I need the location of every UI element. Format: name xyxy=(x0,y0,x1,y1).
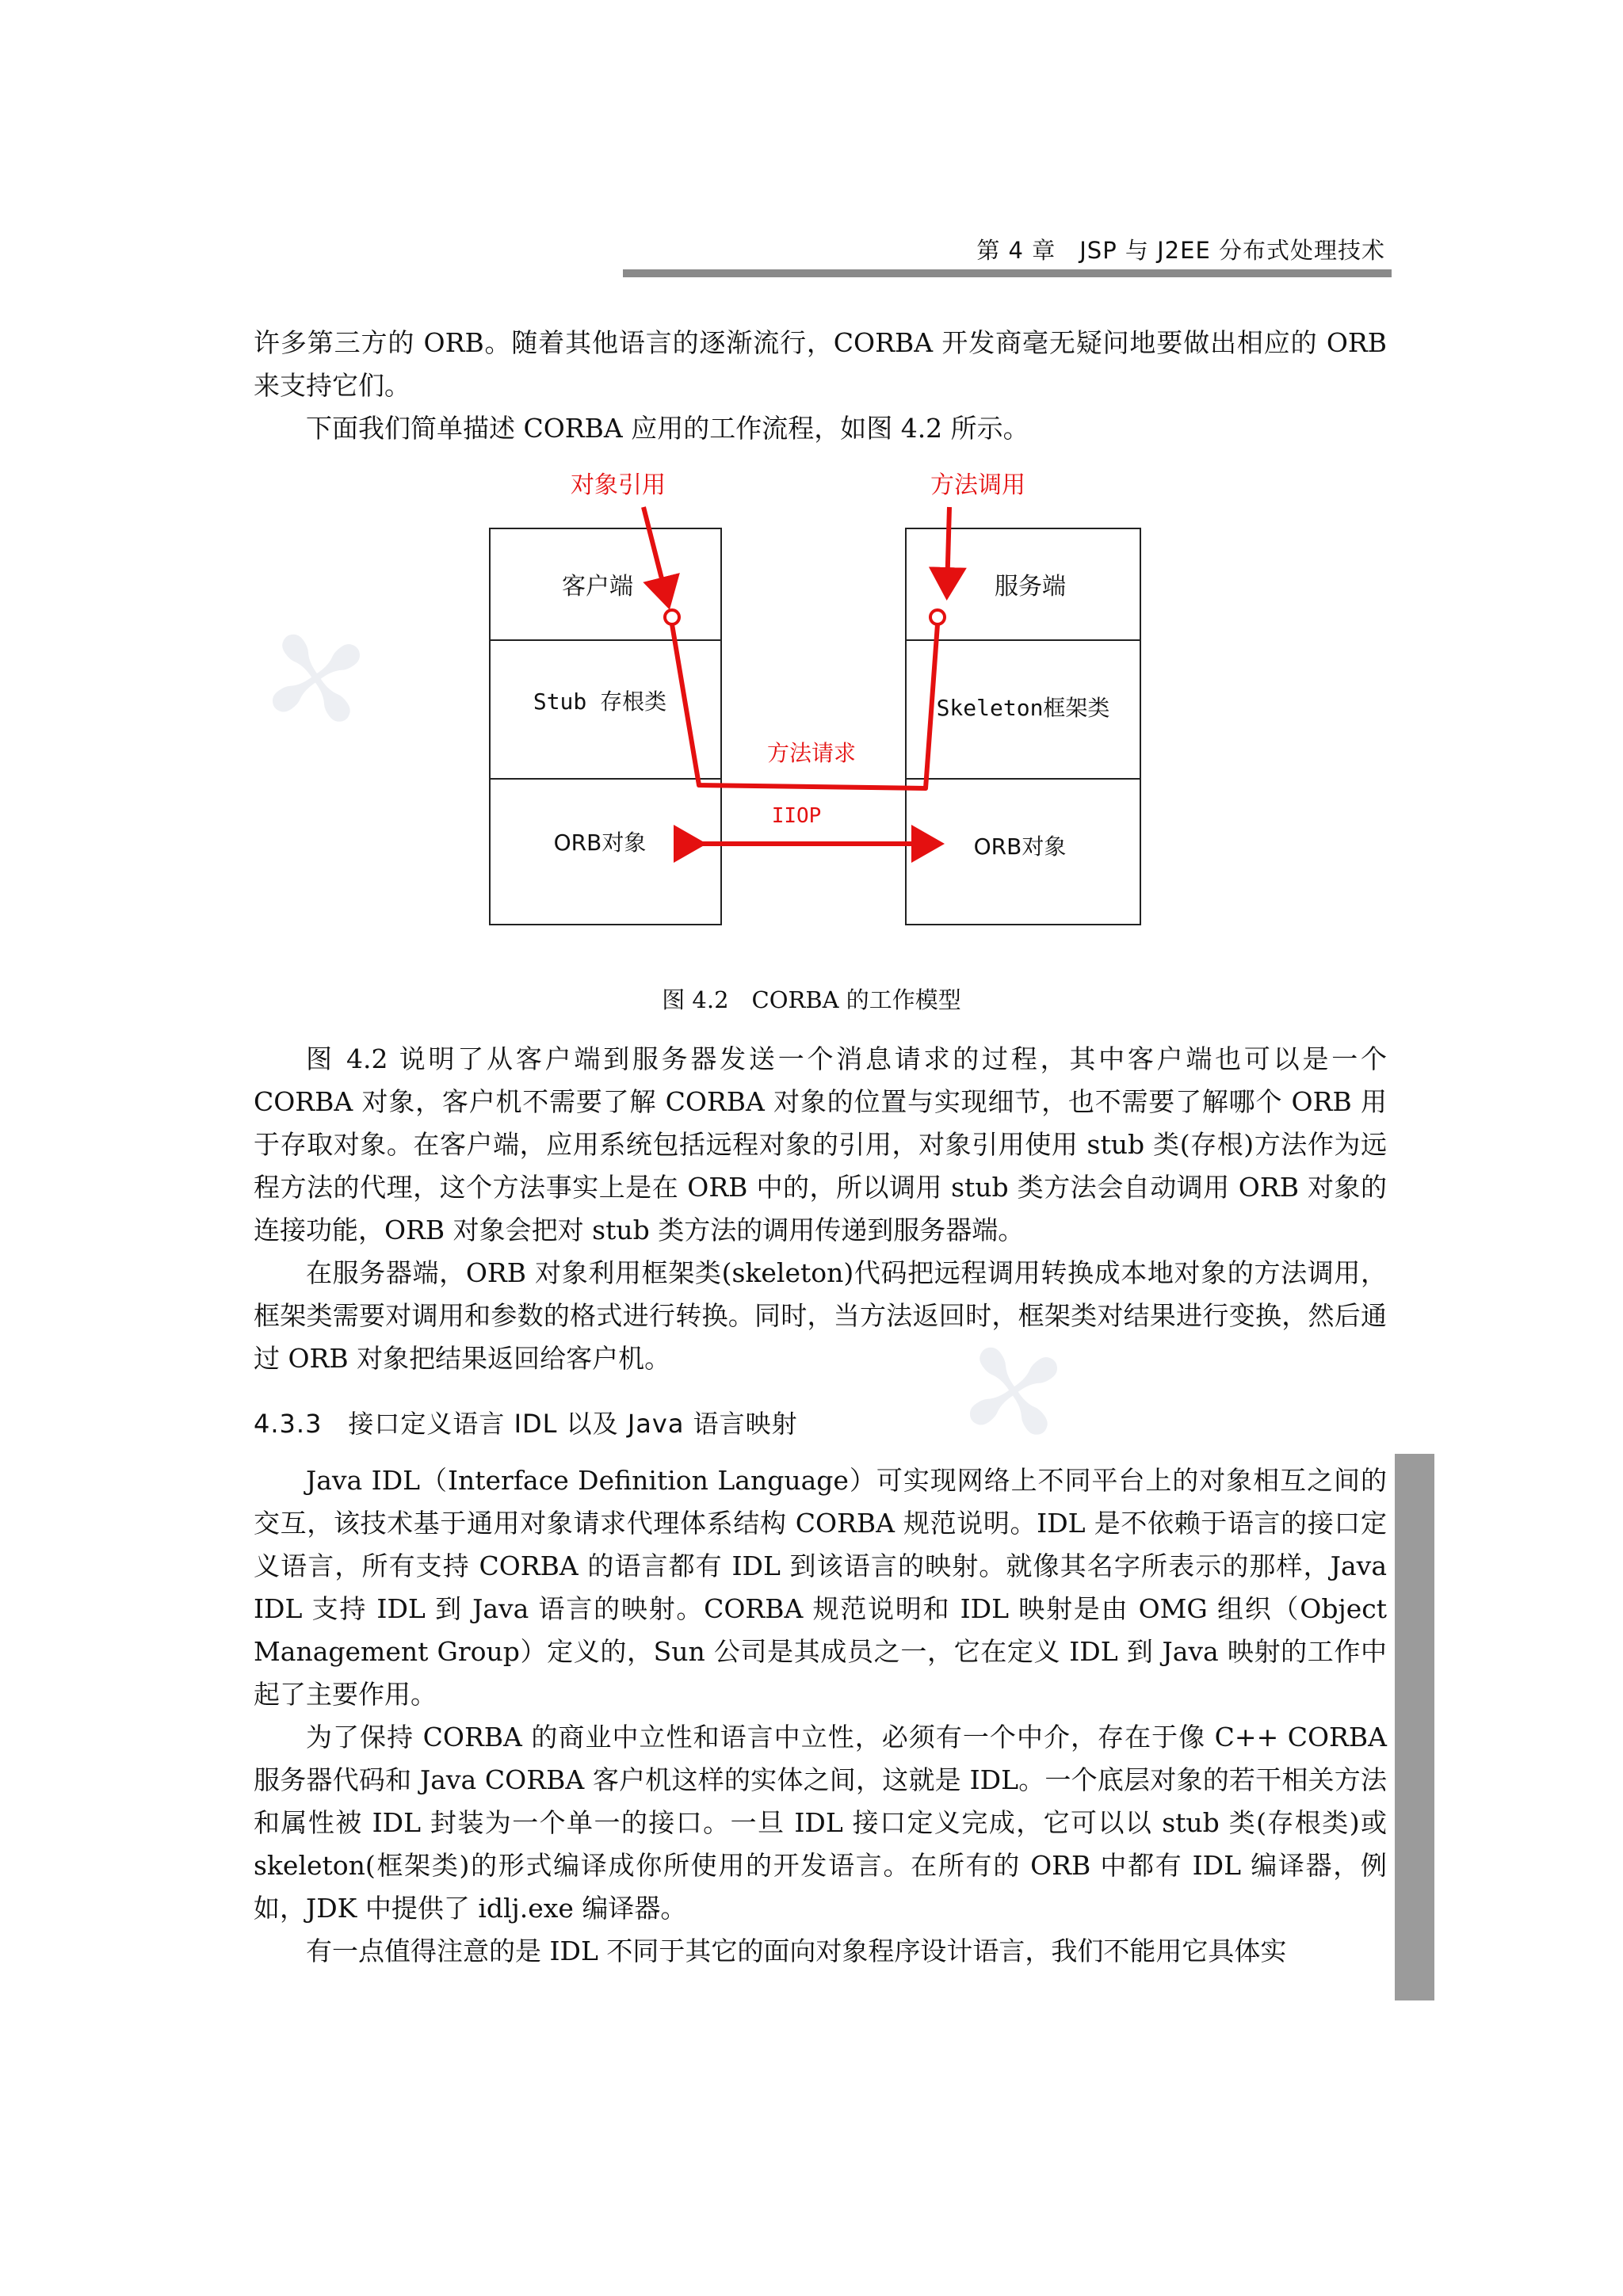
stub-label: Stub 存根类 xyxy=(533,688,667,715)
server-label: 服务端 xyxy=(995,573,1066,601)
orb-left-label: ORB对象 xyxy=(553,830,647,856)
method-request-label: 方法请求 xyxy=(766,740,857,766)
running-header: 第 4 章 JSP 与 J2EE 分布式处理技术 xyxy=(976,237,1385,264)
watermark-glyph-2: ✢ xyxy=(924,1297,1107,1490)
orb-right-label: ORB对象 xyxy=(973,833,1067,860)
client-ref-circle xyxy=(665,610,679,624)
object-reference-arrow xyxy=(643,507,667,601)
explanation-block xyxy=(254,1038,1387,1380)
section-body-block xyxy=(254,1459,1387,1973)
chapter-side-tab xyxy=(1395,1454,1434,2000)
figure-caption: 图 4.2 CORBA 的工作模型 xyxy=(662,986,961,1013)
iiop-label: IIOP xyxy=(771,804,822,828)
object-reference-label: 对象引用 xyxy=(571,471,666,499)
section-heading: 4.3.3 接口定义语言 IDL 以及 Java 语言映射 xyxy=(254,1409,798,1439)
section-paragraph-2: 为了保持 CORBA 的商业中立性和语言中立性，必须有一个中介，存在于像 C++ CORBA 服务器代码和 Java CORBA 客户机这样的实体之间，这就是 IDL。一个底层对象的若干相关方法和属性被 IDL 封装为一个单一的接口。一旦 IDL 接口定义完成，它可以以 stub 类(存根类)或 skeleton(框架类)的形式编译成你所使用的开发语言。在所有的 ORB 中都有 IDL 编译器，例如，JDK 中提供了 idlj.exe 编译器。 xyxy=(254,1722,1387,1924)
section-paragraph-1: Java IDL（Interface Definition Language）可实现网络上不同平台上的对象相互之间的交互，该技术基于通用对象请求代理体系结构 CORBA 规范说明。IDL 是不依赖于语言的接口定义语言，所有支持 CORBA 的语言都有 IDL 到该语言的映射。就像其名字所表示的那样，Java IDL 支持 IDL 到 Java 语言的映射。CORBA 规范说明和 IDL 映射是由 OMG 组织（Object Management Group）定义的，Sun 公司是其成员之一，它在定义 IDL 到 Java 映射的工作中起了主要作用。 xyxy=(254,1465,1387,1710)
intro-paragraph-2: 下面我们简单描述 CORBA 应用的工作流程，如图 4.2 所示。 xyxy=(306,413,1029,444)
body-paragraph-1: 图 4.2 说明了从客户端到服务器发送一个消息请求的过程，其中客户端也可以是一个 CORBA 对象，客户机不需要了解 CORBA 对象的位置与实现细节，也不需要了解哪个 ORB 用于存取对象。在客户端，应用系统包括远程对象的引用，对象引用使用 stub 类(存根)方法作为远程方法的代理，这个方法事实上是在 ORB 中的，所以调用 stub 类方法会自动调用 ORB 对象的连接功能，ORB 对象会把对 stub 类方法的调用传递到服务器端。 xyxy=(254,1043,1387,1245)
intro-paragraph-1: 许多第三方的 ORB。随着其他语言的逐渐流行，CORBA 开发商毫无疑问地要做出相应的 ORB 来支持它们。 xyxy=(254,327,1387,401)
section-paragraph-3: 有一点值得注意的是 IDL 不同于其它的面向对象程序设计语言，我们不能用它具体实 xyxy=(306,1936,1287,1966)
server-ref-circle xyxy=(930,610,945,624)
corba-work-model-diagram xyxy=(0,0,1623,982)
watermark-glyph-1: ✢ xyxy=(227,584,410,777)
body-paragraph-2: 在服务器端，ORB 对象利用框架类(skeleton)代码把远程调用转换成本地对象的方法调用，框架类需要对调用和参数的格式进行转换。同时，当方法返回时，框架类对结果进行变换，然后通过 ORB 对象把结果返回给客户机。 xyxy=(254,1257,1387,1374)
client-label: 客户端 xyxy=(562,573,633,601)
method-call-label: 方法调用 xyxy=(930,471,1025,499)
method-call-arrow xyxy=(947,507,949,591)
skeleton-label: Skeleton框架类 xyxy=(936,695,1110,721)
